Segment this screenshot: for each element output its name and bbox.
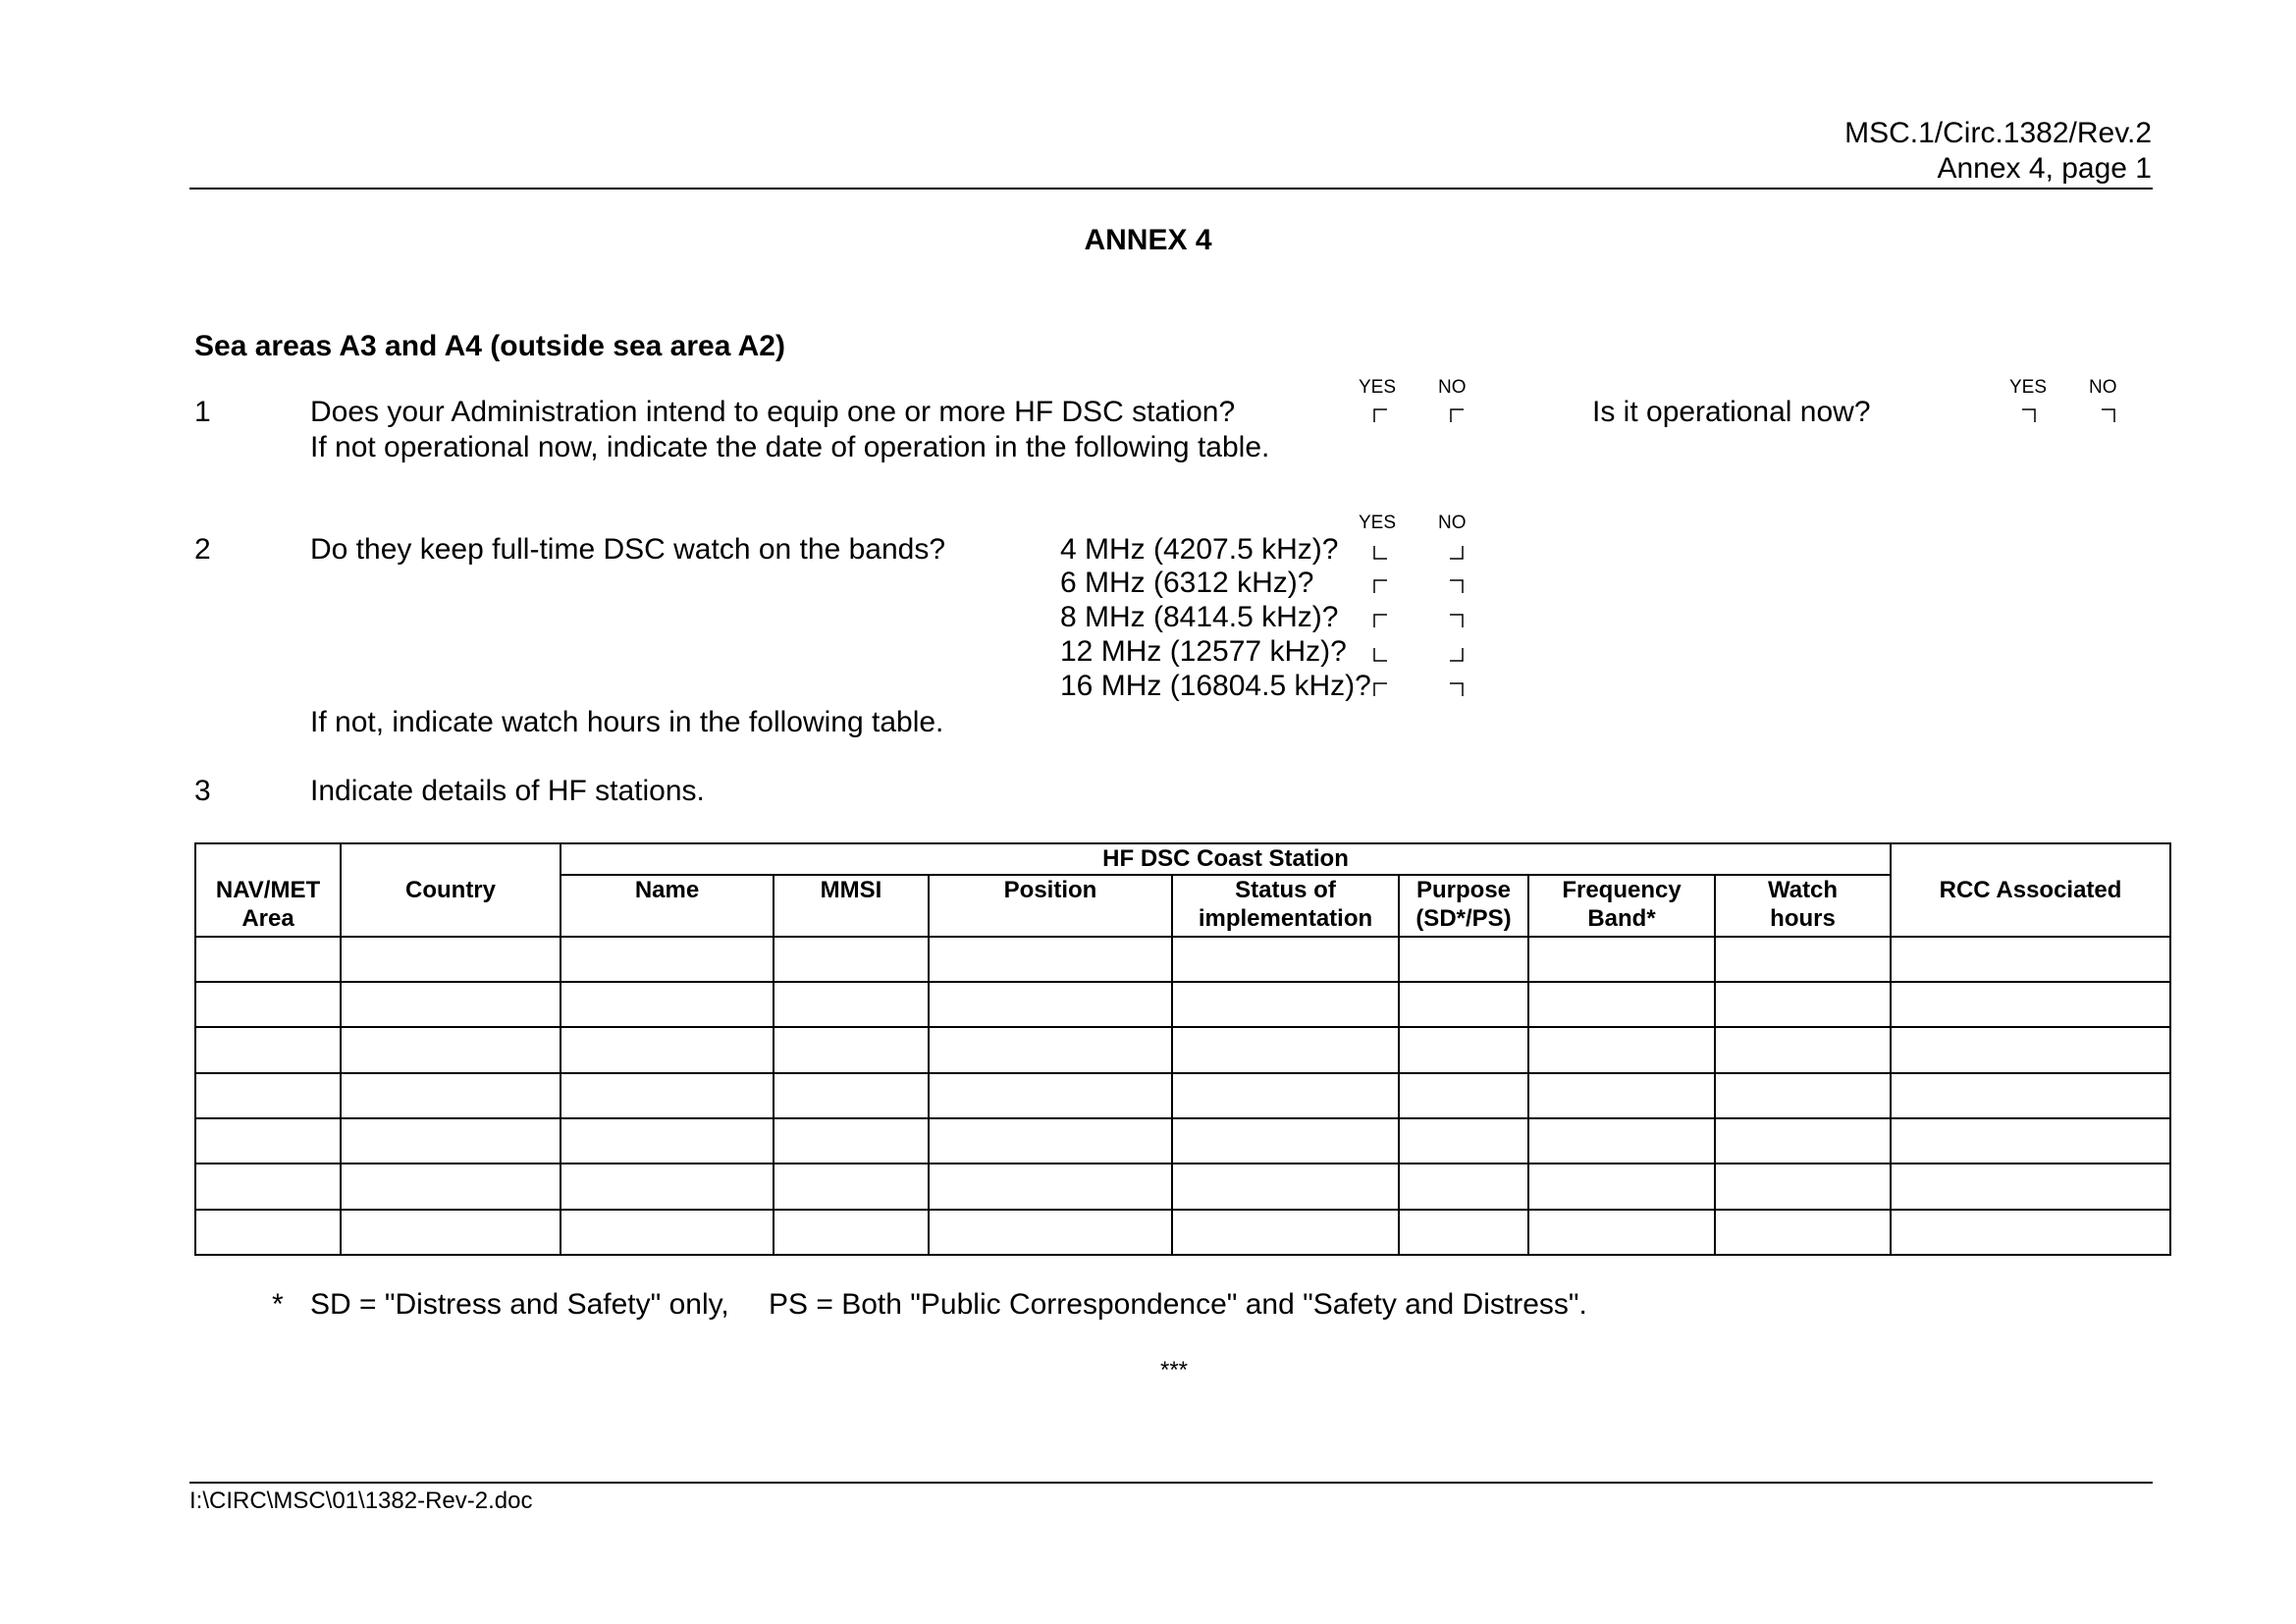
table-cell[interactable]: [1715, 1027, 1891, 1072]
yes-label: YES: [2009, 377, 2048, 398]
table-cell[interactable]: [1715, 1210, 1891, 1255]
band-12mhz-yes-checkbox[interactable]: [1373, 648, 1387, 662]
table-cell[interactable]: [929, 1164, 1172, 1209]
no-label: NO: [2089, 377, 2117, 398]
band-16mhz-yes-checkbox[interactable]: [1373, 682, 1387, 696]
question-2-text: Do they keep full-time DSC watch on the bands?: [310, 533, 946, 566]
question-2-followup: If not, indicate watch hours in the following table.: [310, 706, 944, 738]
question-1-text: Does your Administration intend to equip one or more HF DSC station?: [310, 396, 1236, 428]
table-cell[interactable]: [1891, 1210, 2170, 1255]
no-label: NO: [1438, 377, 1467, 398]
table-cell[interactable]: [1399, 1118, 1528, 1164]
table-cell[interactable]: [1715, 1118, 1891, 1164]
question-3-text: Indicate details of HF stations.: [310, 775, 705, 807]
table-cell[interactable]: [1528, 1027, 1715, 1072]
question-3-number: 3: [194, 775, 211, 807]
band-8mhz-yes-checkbox[interactable]: [1373, 614, 1387, 627]
table-row: [195, 1210, 2170, 1255]
table-cell[interactable]: [341, 1210, 561, 1255]
col-header-status: Status of implementation: [1172, 875, 1399, 937]
col-header-rcc: RCC Associated: [1891, 843, 2170, 937]
table-cell[interactable]: [774, 1118, 929, 1164]
table-cell[interactable]: [561, 1073, 774, 1118]
table-cell[interactable]: [561, 937, 774, 982]
table-cell[interactable]: [1891, 1118, 2170, 1164]
table-cell[interactable]: [929, 982, 1172, 1027]
table-cell[interactable]: [1891, 937, 2170, 982]
table-row: [195, 1073, 2170, 1118]
band-8mhz: 8 MHz (8414.5 kHz)?: [1060, 601, 1339, 633]
table-cell[interactable]: [195, 982, 341, 1027]
table-cell[interactable]: [1715, 982, 1891, 1027]
table-cell[interactable]: [1715, 1164, 1891, 1209]
table-cell[interactable]: [1399, 1027, 1528, 1072]
table-cell[interactable]: [341, 1073, 561, 1118]
table-cell[interactable]: [1891, 1027, 2170, 1072]
table-cell[interactable]: [1172, 1073, 1399, 1118]
band-16mhz: 16 MHz (16804.5 kHz)?: [1060, 670, 1371, 702]
band-4mhz-no-checkbox[interactable]: [1450, 546, 1464, 560]
operational-yes-checkbox[interactable]: [2022, 408, 2036, 422]
table-cell[interactable]: [774, 1073, 929, 1118]
table-cell[interactable]: [1172, 1118, 1399, 1164]
q1-yes-checkbox[interactable]: [1373, 408, 1387, 422]
col-header-navmet: NAV/MET Area: [195, 843, 341, 937]
table-cell[interactable]: [1172, 1164, 1399, 1209]
table-cell[interactable]: [774, 1210, 929, 1255]
table-cell[interactable]: [929, 1210, 1172, 1255]
band-6mhz-yes-checkbox[interactable]: [1373, 579, 1387, 593]
col-header-watch: Watch hours: [1715, 875, 1891, 937]
q1-no-checkbox[interactable]: [1450, 408, 1464, 422]
table-cell[interactable]: [561, 1164, 774, 1209]
footnote-ps: PS = Both "Public Correspondence" and "Safety and Distress".: [769, 1288, 1587, 1321]
table-cell[interactable]: [1715, 1073, 1891, 1118]
table-cell[interactable]: [341, 1164, 561, 1209]
table-cell[interactable]: [1172, 1210, 1399, 1255]
band-4mhz: 4 MHz (4207.5 kHz)?: [1060, 533, 1339, 566]
table-cell[interactable]: [1399, 1073, 1528, 1118]
question-1-instruction: If not operational now, indicate the date of operation in the following table.: [310, 431, 1270, 463]
table-cell[interactable]: [1891, 1164, 2170, 1209]
table-cell[interactable]: [1172, 982, 1399, 1027]
table-cell[interactable]: [929, 1118, 1172, 1164]
band-4mhz-yes-checkbox[interactable]: [1373, 546, 1387, 560]
table-cell[interactable]: [195, 1073, 341, 1118]
band-12mhz-no-checkbox[interactable]: [1450, 648, 1464, 662]
table-row: [195, 982, 2170, 1027]
table-cell[interactable]: [1891, 982, 2170, 1027]
table-row: [195, 1027, 2170, 1072]
table-cell[interactable]: [929, 1027, 1172, 1072]
table-cell[interactable]: [774, 982, 929, 1027]
end-mark: ***: [1159, 1357, 1189, 1383]
band-8mhz-no-checkbox[interactable]: [1450, 614, 1464, 627]
operational-no-checkbox[interactable]: [2102, 408, 2115, 422]
table-cell[interactable]: [774, 937, 929, 982]
col-header-mmsi: MMSI: [774, 875, 929, 937]
table-cell[interactable]: [341, 1027, 561, 1072]
table-cell[interactable]: [1528, 1073, 1715, 1118]
table-cell[interactable]: [561, 1210, 774, 1255]
table-cell[interactable]: [195, 1027, 341, 1072]
table-row: [195, 1164, 2170, 1209]
operational-question: Is it operational now?: [1592, 396, 1871, 428]
yes-label: YES: [1359, 377, 1397, 398]
table-cell[interactable]: [1528, 1210, 1715, 1255]
header-rule: [189, 188, 2153, 189]
band-16mhz-no-checkbox[interactable]: [1450, 682, 1464, 696]
table-cell[interactable]: [561, 982, 774, 1027]
table-cell[interactable]: [1528, 1164, 1715, 1209]
table-cell[interactable]: [561, 1118, 774, 1164]
table-cell[interactable]: [341, 982, 561, 1027]
page-reference: Annex 4, page 1: [1937, 152, 2152, 185]
table-cell[interactable]: [195, 937, 341, 982]
table-cell[interactable]: [561, 1027, 774, 1072]
table-cell[interactable]: [195, 1164, 341, 1209]
section-heading: Sea areas A3 and A4 (outside sea area A2): [194, 330, 785, 362]
col-header-country: Country: [341, 843, 561, 937]
file-path: I:\CIRC\MSC\01\1382-Rev-2.doc: [189, 1488, 533, 1514]
col-header-purpose: Purpose (SD*/PS): [1399, 875, 1528, 937]
table-cell[interactable]: [1399, 982, 1528, 1027]
band-6mhz: 6 MHz (6312 kHz)?: [1060, 567, 1314, 599]
table-cell[interactable]: [1172, 1027, 1399, 1072]
col-header-frequency: Frequency Band*: [1528, 875, 1715, 937]
table-cell[interactable]: [1891, 1073, 2170, 1118]
footer-rule: [189, 1482, 2153, 1484]
table-cell[interactable]: [1172, 937, 1399, 982]
table-cell[interactable]: [1399, 1210, 1528, 1255]
table-cell[interactable]: [774, 1027, 929, 1072]
group-header-hf-dsc: HF DSC Coast Station: [561, 843, 1891, 875]
table-cell[interactable]: [1715, 937, 1891, 982]
table-cell[interactable]: [195, 1210, 341, 1255]
table-row: [195, 937, 2170, 982]
band-6mhz-no-checkbox[interactable]: [1450, 579, 1464, 593]
table-cell[interactable]: [341, 937, 561, 982]
table-cell[interactable]: [341, 1118, 561, 1164]
question-2-number: 2: [194, 533, 211, 566]
table-cell[interactable]: [774, 1164, 929, 1209]
table-cell[interactable]: [1399, 1164, 1528, 1209]
question-1-number: 1: [194, 396, 211, 428]
col-header-position: Position: [929, 875, 1172, 937]
no-label: NO: [1438, 513, 1467, 533]
document-reference: MSC.1/Circ.1382/Rev.2: [1844, 117, 2152, 149]
table-cell[interactable]: [1528, 982, 1715, 1027]
footnote-sd: SD = "Distress and Safety" only,: [310, 1288, 729, 1321]
annex-title: ANNEX 4: [1084, 224, 1212, 256]
table-row: [195, 1118, 2170, 1164]
hf-stations-table: [194, 842, 2171, 1256]
footnote-marker: *: [272, 1288, 284, 1321]
table-cell[interactable]: [1399, 937, 1528, 982]
band-12mhz: 12 MHz (12577 kHz)?: [1060, 635, 1347, 668]
table-cell[interactable]: [929, 937, 1172, 982]
table-cell[interactable]: [1528, 937, 1715, 982]
table-cell[interactable]: [195, 1118, 341, 1164]
yes-label: YES: [1359, 513, 1397, 533]
col-header-name: Name: [561, 875, 774, 937]
table-cell[interactable]: [929, 1073, 1172, 1118]
table-cell[interactable]: [1528, 1118, 1715, 1164]
